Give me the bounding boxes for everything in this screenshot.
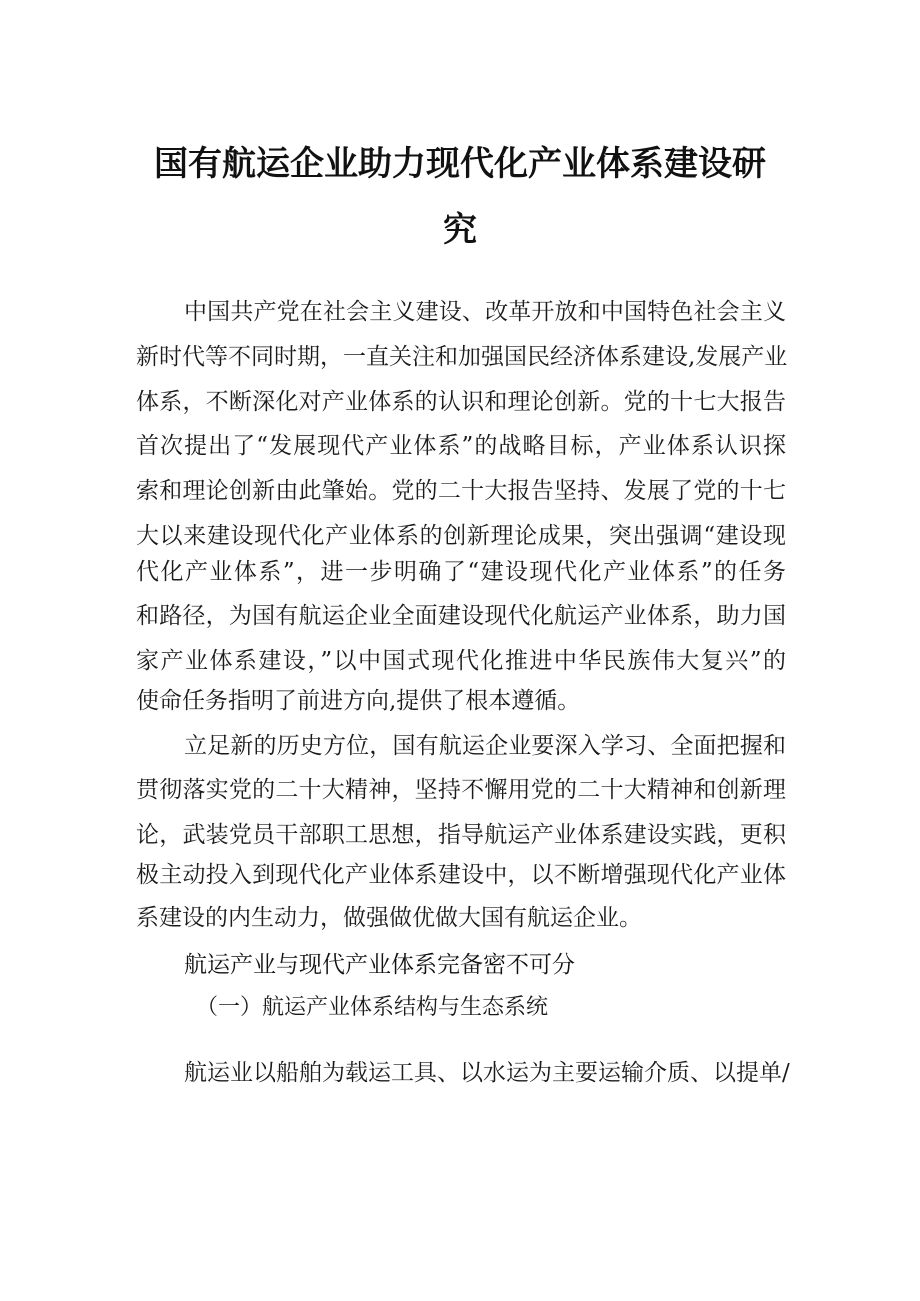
paragraph-1-line-6: 大以来建设现代化产业体系的创新理论成果，突出强调“建设现 bbox=[136, 523, 786, 549]
document-title-line-2: 究 bbox=[443, 210, 477, 250]
paragraph-1-line-3: 体系，不断深化对产业体系的认识和理论创新。党的十七大报告 bbox=[136, 389, 786, 415]
paragraph-1-line-10: 使命任务指明了前进方向,提供了根本遵循。 bbox=[136, 688, 581, 714]
paragraph-2-line-1: 立足新的历史方位，国有航运企业要深入学习、全面把握和 bbox=[184, 733, 786, 759]
paragraph-1-line-4: 首次提出了“发展现代产业体系”的战略目标，产业体系认识探 bbox=[136, 433, 786, 459]
paragraph-1-line-1: 中国共产党在社会主义建设、改革开放和中国特色社会主义 bbox=[184, 299, 786, 325]
paragraph-2-line-2: 贯彻落实党的二十大精神，坚持不懈用党的二十大精神和创新理 bbox=[136, 777, 786, 803]
document-title-line-1: 国有航运企业助力现代化产业体系建设研 bbox=[154, 144, 766, 184]
paragraph-1-line-9: 家产业体系建设，”以中国式现代化推进中华民族伟大复兴”的 bbox=[136, 648, 786, 674]
paragraph-1-line-2: 新时代等不同时期，一直关注和加强国民经济体系建设,发展产业 bbox=[136, 344, 788, 370]
section-heading: 航运产业与现代产业体系完备密不可分 bbox=[184, 952, 575, 978]
paragraph-2-line-3: 论，武装党员干部职工思想，指导航运产业体系建设实践，更积 bbox=[136, 822, 786, 848]
paragraph-1-line-8: 和路径，为国有航运企业全面建设现代化航运产业体系，助力国 bbox=[136, 603, 786, 629]
paragraph-2-line-4: 极主动投入到现代化产业体系建设中，以不断增强现代化产业体 bbox=[136, 862, 786, 888]
paragraph-2-line-5: 系建设的内生动力，做强做优做大国有航运企业。 bbox=[136, 905, 642, 931]
paragraph-1-line-5: 索和理论创新由此肇始。党的二十大报告坚持、发展了党的十七 bbox=[136, 478, 786, 504]
paragraph-1-line-7: 代化产业体系”，进一步明确了“建设现代化产业体系”的任务 bbox=[136, 559, 786, 585]
subsection-heading: （一）航运产业体系结构与生态系统 bbox=[196, 995, 549, 1020]
paragraph-3-line-1: 航运业以船舶为载运工具、以水运为主要运输介质、以提单/ bbox=[184, 1060, 790, 1086]
